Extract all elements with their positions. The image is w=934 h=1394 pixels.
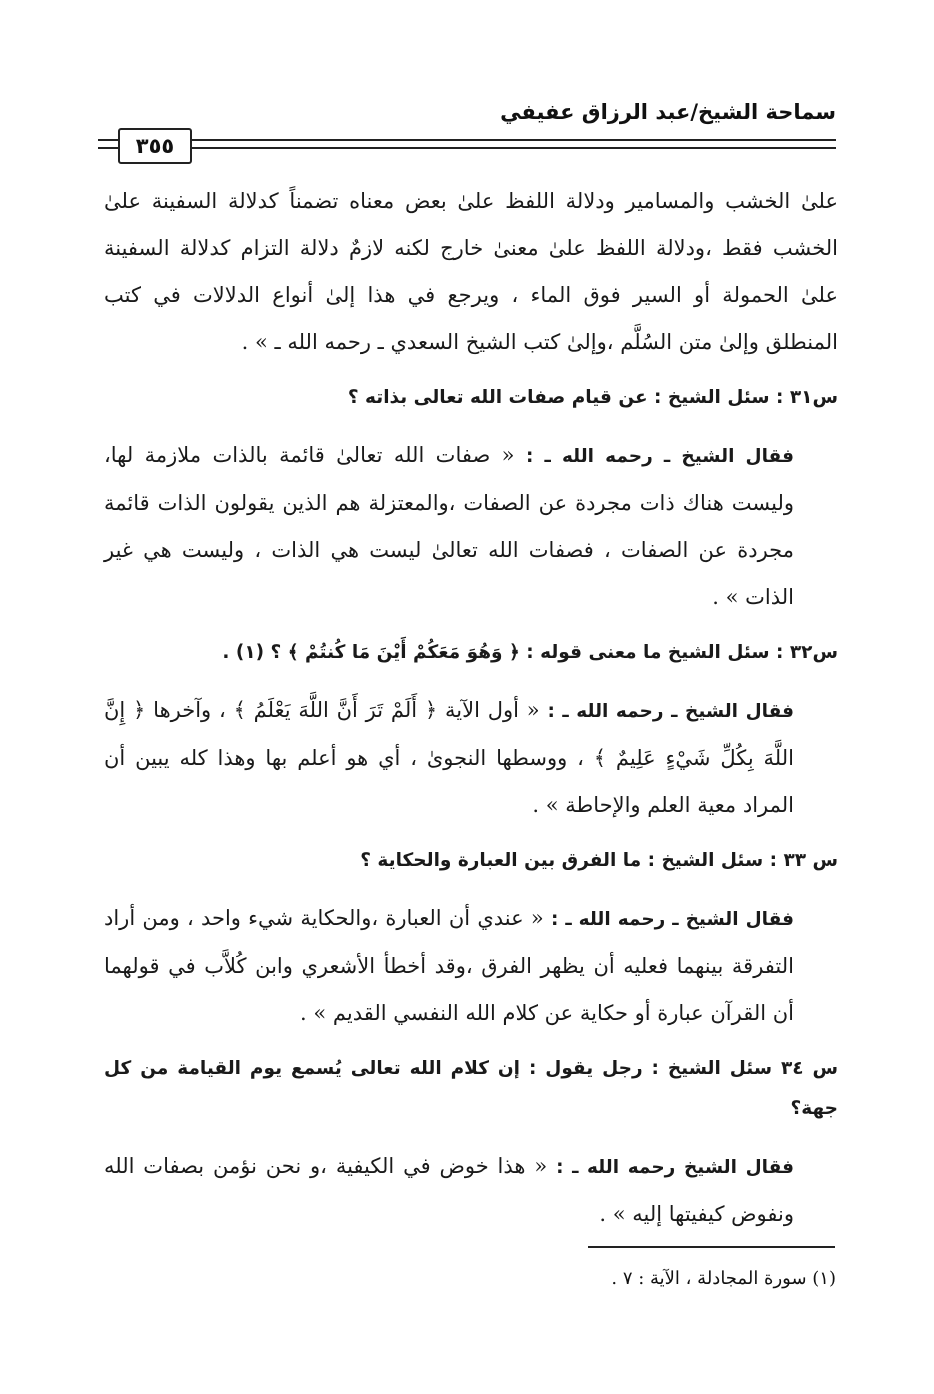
question-34: س ٣٤ سئل الشيخ : رجل يقول : إن كلام الله تعالى يُسمع يوم القيامة من كل جهة؟ (104, 1058, 838, 1119)
running-header-title: سماحة الشيخ/عبد الرزاق عفيفي (500, 100, 836, 124)
footnote-separator (588, 1246, 835, 1248)
page-number: ٣٥٥ (118, 128, 192, 164)
header-rule-top (98, 139, 836, 141)
question-32: س٣٢ : سئل الشيخ ما معنى قوله : ﴿ وَهُوَ مَعَكُمْ أَيْنَ مَا كُنتُمْ ﴾ ؟ (١) . (222, 642, 838, 663)
answer-32 (104, 687, 838, 829)
answer-34-text: « هذا خوض في الكيفية ،و نحن نؤمن بصفات الله ونفوض كيفيتها إليه » . (104, 1154, 794, 1226)
answer-33-lead: فقال الشيخ ـ رحمه الله ـ : (550, 909, 795, 930)
answer-32-text: « أول الآية ﴿ أَلَمْ تَرَ أَنَّ اللَّهَ يَعْلَمُ ﴾ ، وآخرها ﴿ إِنَّ اللَّهَ بِكُلِّ شَيْءٍ عَلِيمٌ ﴾ ، ووسطها النجوىٰ ، أي هو أعلم بها وهذا كله يبين أن المراد معية العلم والإحاطة » . (104, 698, 794, 817)
footnote: (١) سورة المجادلة ، الآية : ٧ . (611, 1268, 836, 1289)
answer-34 (104, 1143, 838, 1238)
answer-34-lead: فقال الشيخ رحمه الله ـ : (556, 1157, 794, 1178)
header-rule-bottom (98, 147, 836, 149)
answer-33 (104, 895, 838, 1037)
answer-33-text: « عندي أن العبارة ،والحكاية شيء واحد ، ومن أراد التفرقة بينهما فعليه أن يظهر الفرق ،وقد أخطأ الأشعري وابن كُلاَّب في قولهما أن القرآن عبارة أو حكاية عن كلام الله النفسي القديم » . (104, 906, 794, 1025)
page-body (104, 178, 838, 1250)
answer-31 (104, 432, 838, 621)
answer-32-lead: فقال الشيخ ـ رحمه الله ـ : (547, 701, 794, 722)
question-33: س ٣٣ : سئل الشيخ : ما الفرق بين العبارة والحكاية ؟ (360, 850, 838, 871)
answer-31-text: « صفات الله تعالىٰ قائمة بالذات ملازمة لها، وليست هناك ذات مجردة عن الصفات ،والمعتزلة هم الذين يقولون الذات قائمة مجردة عن الصفات ، فصفات الله تعالىٰ ليست هي الذات ، وليست هي غير الذات » . (104, 443, 794, 609)
question-31: س٣١ : سئل الشيخ : عن قيام صفات الله تعالى بذاته ؟ (347, 387, 838, 408)
intro-paragraph: علىٰ الخشب والمسامير ودلالة اللفظ علىٰ بعض معناه تضمناً كدلالة السفينة علىٰ الخشب فقط ،ودلالة اللفظ علىٰ معنىٰ خارج لكنه لازمٌ دلالة التزام كدلالة السفينة علىٰ الحمولة أو السير فوق الماء ، ويرجع في هذا إلىٰ أنواع الدلالات في كتب المنطلق وإلىٰ متن السُلَّم ،وإلىٰ كتب الشيخ السعدي ـ رحمه الله ـ » . (104, 189, 838, 354)
answer-31-lead: فقال الشيخ ـ رحمه الله ـ : (525, 446, 794, 467)
